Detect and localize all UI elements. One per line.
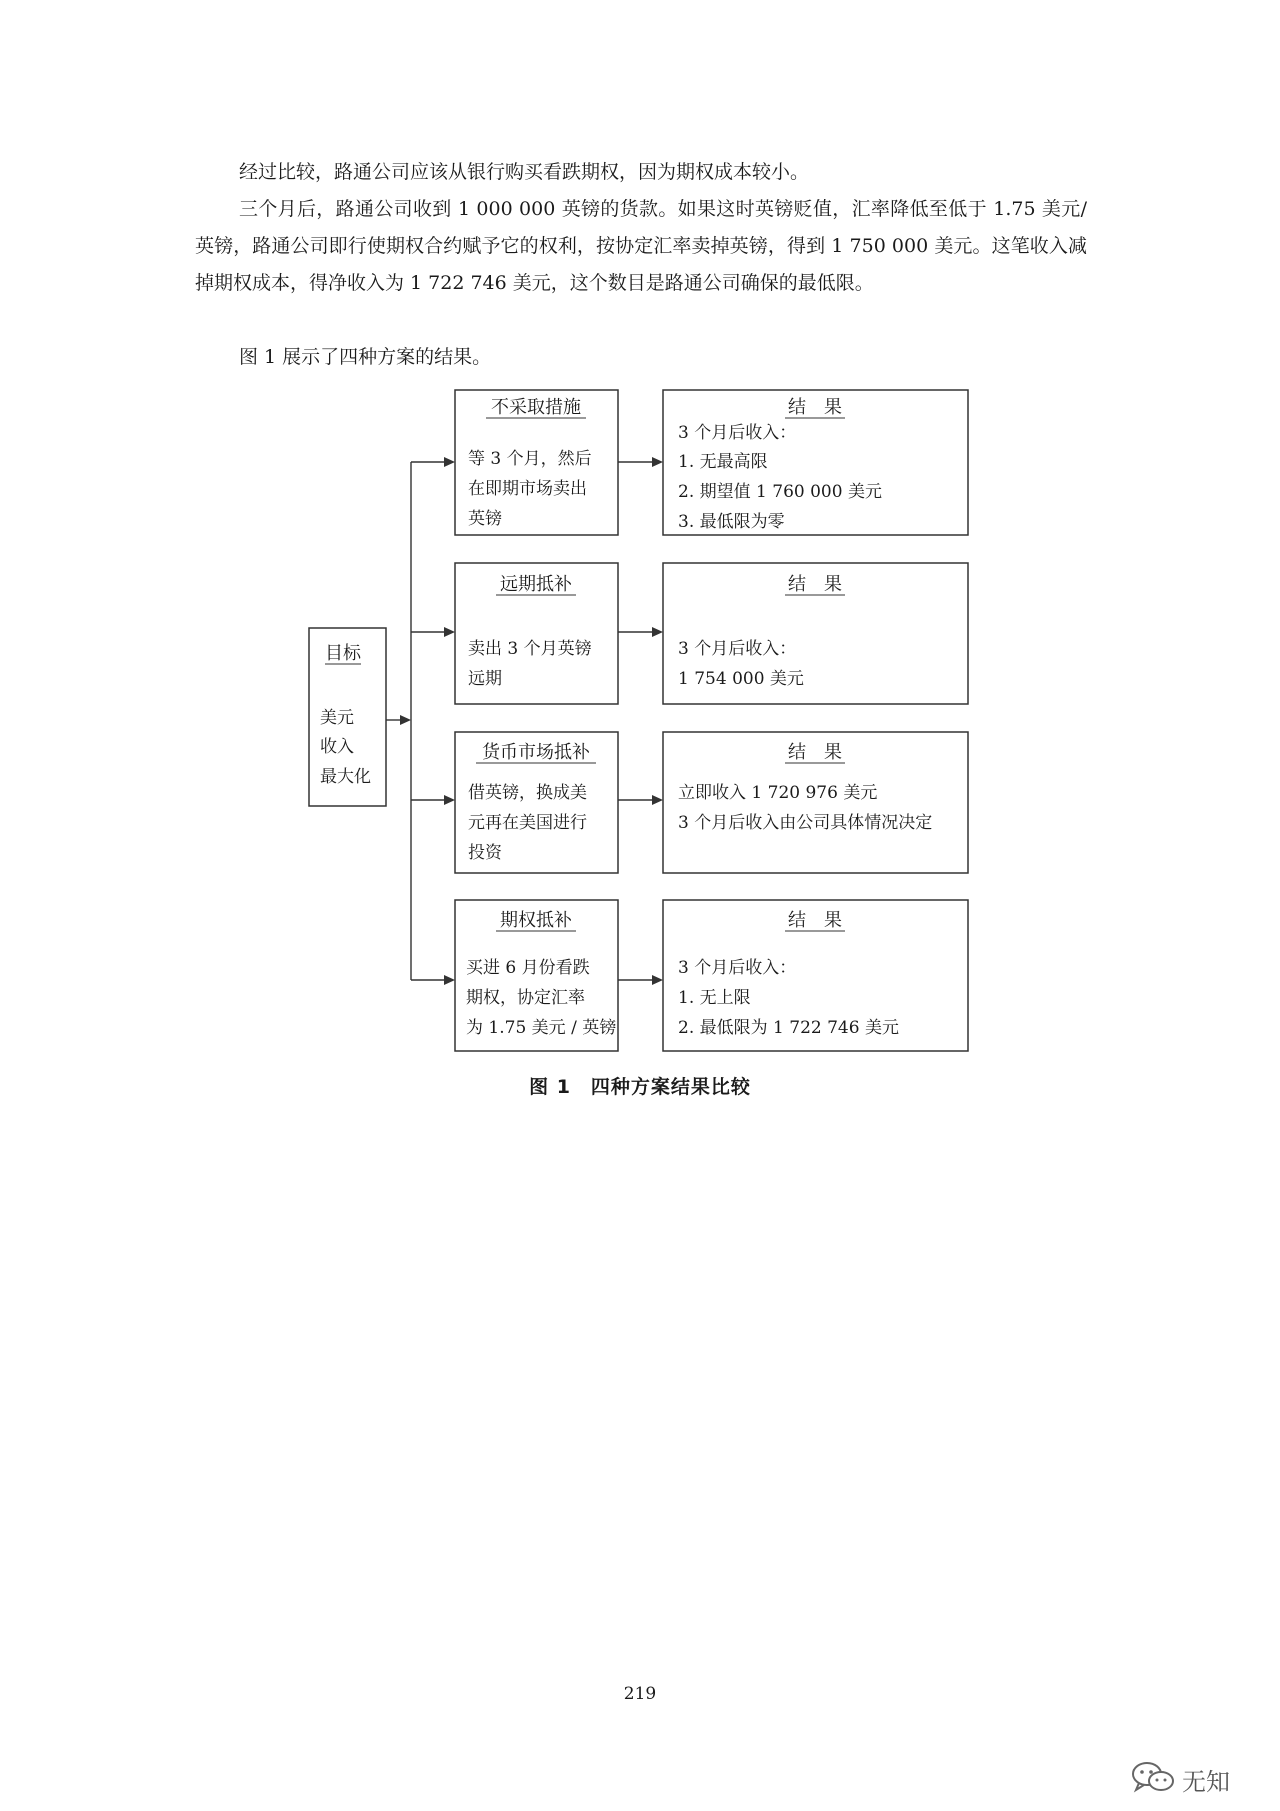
figure-caption: 图 1 四种方案结果比较 bbox=[529, 1076, 751, 1098]
branch-arrowhead-2 bbox=[444, 627, 455, 637]
result-title-2: 结 果 bbox=[788, 574, 842, 595]
goal-arrowhead bbox=[400, 715, 411, 725]
option-title-1: 不采取措施 bbox=[491, 397, 581, 418]
option-line-1-3: 英镑 bbox=[468, 509, 502, 529]
result-arrowhead-1 bbox=[652, 457, 663, 467]
result-line-4-3: 2. 最低限为 1 722 746 美元 bbox=[678, 1018, 899, 1038]
result-arrowhead-4 bbox=[652, 975, 663, 985]
result-line-3-2: 3 个月后收入由公司具体情况决定 bbox=[678, 813, 933, 833]
result-arrowhead-2 bbox=[652, 627, 663, 637]
result-box-3 bbox=[663, 732, 968, 873]
option-line-3-1: 借英镑，换成美 bbox=[468, 783, 587, 803]
goal-line-2: 收入 bbox=[320, 737, 354, 757]
result-title-4: 结 果 bbox=[788, 910, 842, 931]
watermark bbox=[1130, 1762, 1230, 1796]
option-box-2 bbox=[455, 563, 618, 704]
option-title-3: 货币市场抵补 bbox=[482, 742, 590, 763]
option-title-2: 远期抵补 bbox=[500, 574, 572, 595]
paragraph-3: 图 1 展示了四种方案的结果。 bbox=[239, 346, 492, 368]
option-line-2-1: 卖出 3 个月英镑 bbox=[468, 639, 592, 659]
result-line-2-1: 3 个月后收入： bbox=[678, 639, 797, 659]
option-box-1 bbox=[455, 390, 618, 535]
option-line-4-2: 期权，协定汇率 bbox=[466, 988, 585, 1008]
result-line-4-1: 3 个月后收入： bbox=[678, 958, 797, 978]
option-box-3 bbox=[455, 732, 618, 873]
option-line-3-3: 投资 bbox=[468, 843, 502, 863]
option-line-4-3: 为 1.75 美元 / 英镑 bbox=[466, 1018, 617, 1038]
option-box-4 bbox=[455, 900, 618, 1051]
result-title-1: 结 果 bbox=[788, 397, 842, 418]
branch-arrowhead-3 bbox=[444, 795, 455, 805]
option-line-2-2: 远期 bbox=[468, 669, 502, 689]
goal-box bbox=[309, 628, 386, 806]
option-line-1-1: 等 3 个月，然后 bbox=[468, 449, 592, 469]
result-arrowhead-3 bbox=[652, 795, 663, 805]
option-title-4: 期权抵补 bbox=[500, 910, 572, 931]
option-line-1-2: 在即期市场卖出 bbox=[468, 479, 587, 499]
branch-arrowhead-4 bbox=[444, 975, 455, 985]
result-line-2-2: 1 754 000 美元 bbox=[678, 669, 804, 689]
option-line-4-1: 买进 6 月份看跌 bbox=[466, 958, 590, 978]
result-line-1-1: 3 个月后收入： bbox=[678, 423, 797, 443]
result-line-3-1: 立即收入 1 720 976 美元 bbox=[678, 783, 878, 803]
paragraph-1: 经过比较，路通公司应该从银行购买看跌期权，因为期权成本较小。 bbox=[239, 161, 810, 183]
result-line-1-2: 1. 无最高限 bbox=[678, 452, 768, 472]
page-number: 219 bbox=[623, 1684, 657, 1704]
goal-line-3: 最大化 bbox=[320, 767, 371, 787]
result-box-4 bbox=[663, 900, 968, 1051]
result-box-2 bbox=[663, 563, 968, 704]
goal-line-1: 美元 bbox=[320, 708, 354, 728]
result-box-1 bbox=[663, 390, 968, 535]
branch-arrowhead-1 bbox=[444, 457, 455, 467]
option-line-3-2: 元再在美国进行 bbox=[468, 813, 587, 833]
result-line-1-3: 2. 期望值 1 760 000 美元 bbox=[678, 482, 882, 502]
result-line-1-4: 3. 最低限为零 bbox=[678, 512, 785, 532]
result-title-3: 结 果 bbox=[788, 742, 842, 763]
wechat-icon bbox=[1130, 1760, 1176, 1798]
paragraph-2: 三个月后，路通公司收到 1 000 000 英镑的货款。如果这时英镑贬值，汇率降低至低于 1.75 美元/英镑，路通公司即行使期权合约赋予它的权利，按协定汇率卖掉英镑，得到 1 750 000 美元。这笔收入减掉期权成本，得净收入为 1 722 746 美元，这个数目是路通公司确保的最低限。 bbox=[195, 198, 1087, 294]
goal-title: 目标 bbox=[325, 643, 361, 664]
watermark-text: 无知 bbox=[1182, 1767, 1230, 1796]
result-line-4-2: 1. 无上限 bbox=[678, 988, 751, 1008]
